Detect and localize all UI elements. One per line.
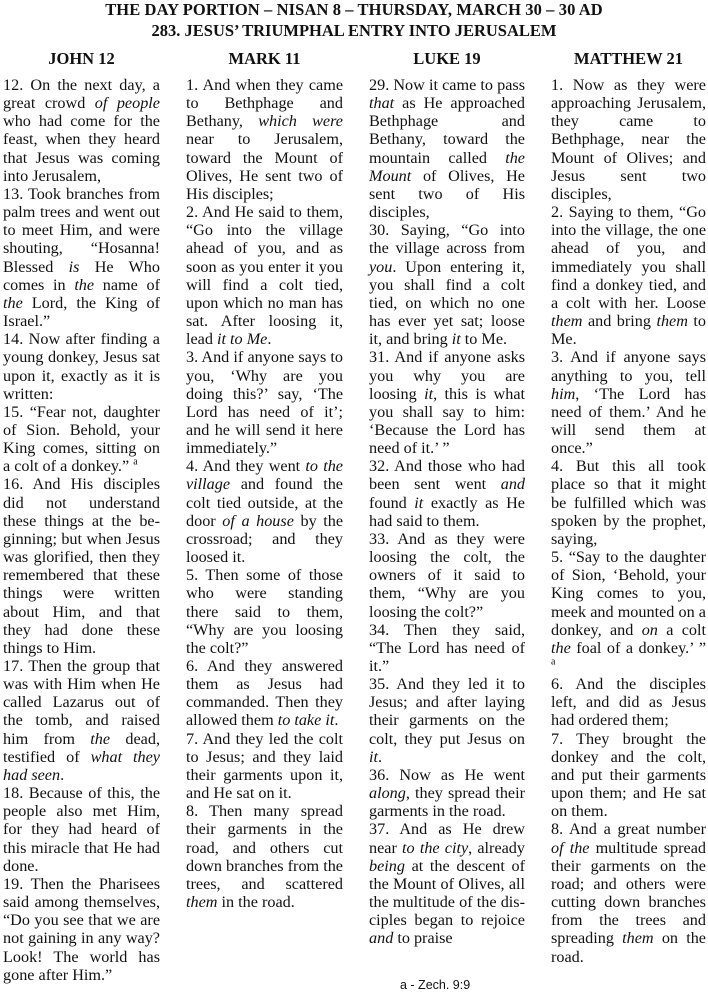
column-heading-mark: MARK 11: [228, 49, 301, 68]
footnote: a - Zech. 9:9: [400, 978, 471, 992]
section-title: 283. JESUS’ TRIUMPHAL ENTRY INTO JERUSALEM: [151, 21, 557, 40]
column-text-john: 12. On the next day, a great crowd of people who had come for the feast, when they heard that Jesus was coming into Jerusalem, 13. Took branches from palm trees and went out to meet Him, and were shouting, “Hosanna! Blessed is He Who comes in the name of the Lord, the King of Israel.” 14. Now after finding a young donkey, Jesus sat upon it, exactly as it is written: 15. “Fear not, daughter of Sion. Behold, your King comes, sitting on a colt of a donkey.” $^a$ 16. And His disciples did not understand these things at the beginning; but when Jesus was glorified, then they remembered that these things were written about Him, and that they had done these things to Him. 17. Then the group that was with Him when He called Lazarus out of the tomb, and raised him from the dead, testified of what they had seen. 18. Because of this, the people also met Him, for they had heard of this miracle that He had done. 19. Then the Pharisees said among themselves, “Do you see that we are not gaining in any way? Look! The world has gone after Him.”: [3, 76, 160, 984]
column-text-matthew: 1. Now as they were approaching Jerusalem, they came to Bethphage, near the Mount of Olives; and Jesus sent two disciples, 2. Saying to them, “Go into the village, the one ahead of you, and immediately you shall find a donkey tied, and a colt with her. Loose them and bring them to Me. 3. And if anyone says anything to you, tell him, ‘The Lord has need of them.’ And he will send them at once.” 4. But this all took place so that it might be fulfilled which was spoken by the prophet, saying, 5. “Say to the daughter of Sion, ‘Behold, your King comes to you, meek and mounted on a donkey, and on a colt the foal of a donkey.’ ” $^a$ 6. And the disciples left, and did as Jesus had ordered them; 7. They brought the donkey and the colt, and put their garments upon them; and He sat on them. 8. And a great number of the multitude spread their garments on the road; and others were cutting down branches from the trees and spreading them on the road.: [551, 76, 706, 966]
column-text-luke: 29. Now it came to pass that as He approached Bethphage and Bethany, toward the mountain called the Mount of Olives, He sent two of His disciples, 30. Saying, “Go into the village across from you. Upon entering it, you shall find a colt tied, on which no one has ever yet sat; loose it, and bring it to Me. 31. And if anyone asks you why you are loosing it, this is what you shall say to him: ‘Because the Lord has need of it.’ ” 32. And those who had been sent went and found it exactly as He had said to them. 33. And as they were loosing the colt, the owners of it said to them, “Why are you loosing the colt?” 34. Then they said, “The Lord has need of it.” 35. And they led it to Jesus; and after laying their garments on the colt, they put Jesus on it. 36. Now as He went along, they spread their garments in the road. 37. And as He drew near to the city, already being at the descent of the Mount of Olives, all the multitude of the disciples began to rejoice and to praise: [369, 76, 525, 948]
column-heading-luke: LUKE 19: [413, 49, 481, 68]
column-heading-matthew: MATTHEW 21: [574, 49, 683, 68]
page-title: THE DAY PORTION – NISAN 8 – THURSDAY, MARCH 30 – 30 AD: [105, 0, 603, 19]
column-heading-john: JOHN 12: [48, 49, 115, 68]
column-text-mark: 1. And when they came to Bethphage and Bethany, which were near to Jerusalem, toward the Mount of Olives, He sent two of His disciples; 2. And He said to them, “Go into the village ahead of you, and as soon as you enter it you will find a colt tied, upon which no man has sat. After loosing it, lead it to Me. 3. And if anyone says to you, ‘Why are you doing this?’ say, ‘The Lord has need of it’; and he will send it here immediately.” 4. And they went to the village and found the colt tied outside, at the door of a house by the crossroad; and they loosed it. 5. Then some of those who were standing there said to them, “Why are you loosing the colt?” 6. And they answered them as Jesus had commanded. Then they allowed them to take it. 7. And they led the colt to Jesus; and they laid their garments upon it, and He sat on it. 8. Then many spread their garments in the road, and others cut down branches from the trees, and scattered them in the road.: [186, 76, 344, 912]
